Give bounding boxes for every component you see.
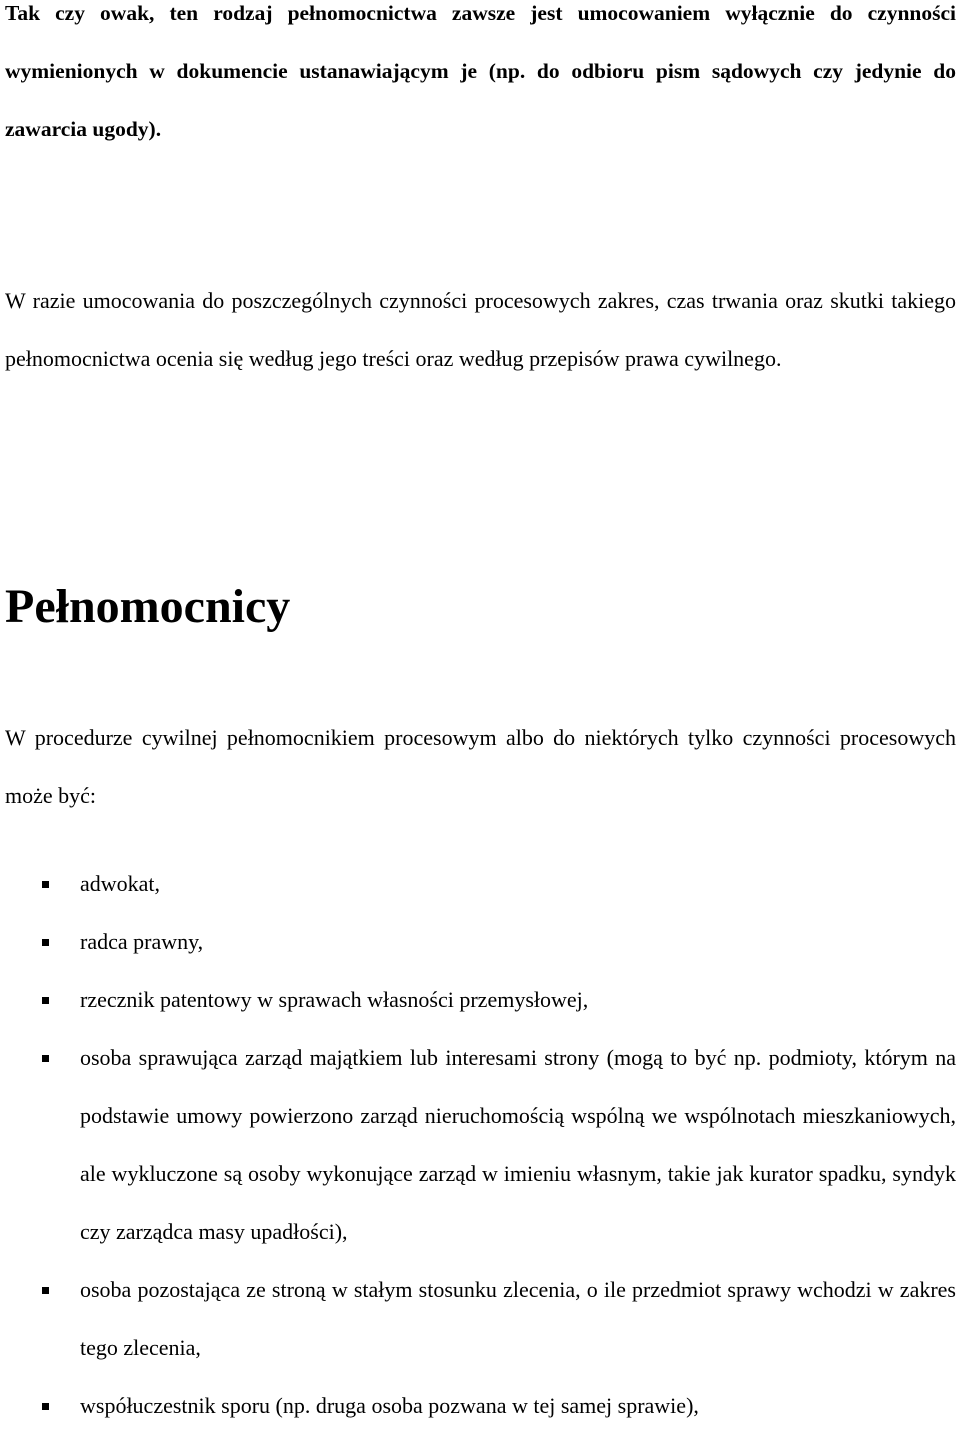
- list-item-text: rzecznik patentowy w sprawach własności przemysłowej,: [80, 987, 589, 1012]
- list-item: [80, 1377, 956, 1435]
- square-bullet-icon: [42, 1287, 49, 1294]
- square-bullet-icon: [42, 997, 49, 1004]
- scope-paragraph: W razie umocowania do poszczególnych czynności procesowych zakres, czas trwania oraz skutki takiego pełnomocnictwa ocenia się według jego treści oraz według przepisów prawa cywilnego.: [5, 288, 956, 371]
- list-item: [80, 1029, 956, 1261]
- list-item-text: adwokat,: [80, 871, 161, 896]
- list-intro-paragraph: W procedurze cywilnej pełnomocnikiem procesowym albo do niektórych tylko czynności procesowych może być:: [5, 725, 956, 808]
- list-item-text: osoba sprawująca zarząd majątkiem lub interesami strony (mogą to być np. podmioty, którym na podstawie umowy powierzono zarząd nieruchomością wspólną we wspólnotach mieszkaniowych, ale wykluczone są osoby wykonujące zarząd w imieniu własnym, takie jak kurator spadku, syndyk czy zarządca masy upadłości),: [80, 1045, 956, 1244]
- intro-paragraph: Tak czy owak, ten rodzaj pełnomocnictwa zawsze jest umocowaniem wyłącznie do czynności wymienionych w dokumencie ustanawiającym je (np. do odbioru pism sądowych czy jedynie do zawarcia ugody).: [5, 1, 956, 141]
- list-item-text: osoba pozostająca ze stroną w stałym stosunku zlecenia, o ile przedmiot sprawy wchodzi w zakres tego zlecenia,: [80, 1277, 956, 1360]
- list-item-text: radca prawny,: [80, 929, 204, 954]
- list-item: [80, 855, 956, 913]
- list-item: [80, 971, 956, 1029]
- list-item-text: współuczestnik sporu (np. druga osoba pozwana w tej samej sprawie),: [80, 1393, 699, 1418]
- square-bullet-icon: [42, 1055, 49, 1062]
- list-item: [80, 1261, 956, 1377]
- list-item: [80, 913, 956, 971]
- square-bullet-icon: [42, 939, 49, 946]
- square-bullet-icon: [42, 1403, 49, 1410]
- square-bullet-icon: [42, 881, 49, 888]
- section-heading: Pełnomocnicy: [5, 580, 291, 633]
